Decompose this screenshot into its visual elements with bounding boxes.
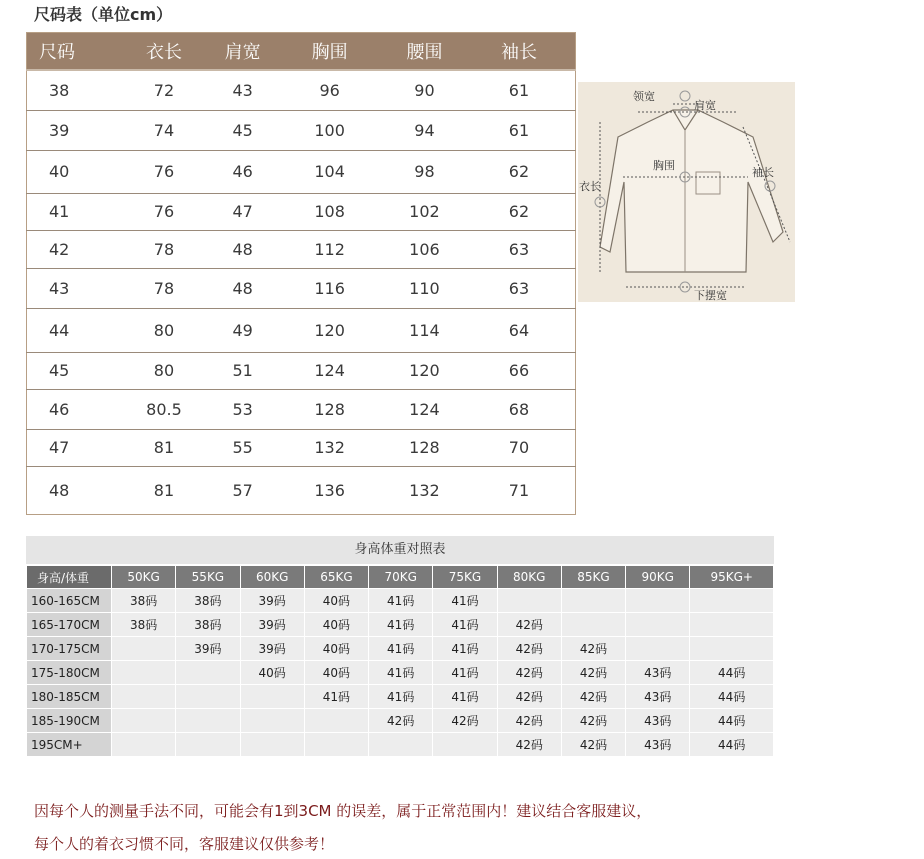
size-recommendation-cell: 38码 [176,613,240,637]
weight-column-header: 65KG [304,566,368,589]
height-weight-row [27,613,774,637]
size-chart-row [27,268,576,308]
size-recommendation-cell [112,733,176,757]
height-weight-row [27,685,774,709]
size-chart-cell: 64 [463,308,576,352]
size-recommendation-cell: 41码 [369,613,433,637]
size-chart-cell: 45 [27,352,116,389]
size-chart-cell: 80.5 [116,389,212,429]
size-recommendation-cell: 42码 [561,661,625,685]
weight-column-header: 95KG+ [690,566,774,589]
size-recommendation-cell: 39码 [240,589,304,613]
size-chart-row [27,389,576,429]
size-chart-cell: 94 [386,110,463,150]
size-chart-header: 肩宽 [212,33,273,71]
diagram-label-sleeve: 袖长 [752,166,774,179]
size-recommendation-cell: 42码 [497,733,561,757]
size-chart-cell: 70 [463,429,576,466]
size-chart-cell: 45 [212,110,273,150]
size-recommendation-cell: 40码 [304,661,368,685]
size-recommendation-cell: 40码 [304,589,368,613]
size-chart-cell: 39 [27,110,116,150]
size-recommendation-cell [176,685,240,709]
size-chart-row [27,150,576,193]
size-chart-cell: 132 [409,480,440,500]
size-chart-row [27,466,576,514]
size-chart-cell: 43 [27,268,116,308]
size-chart-header: 尺码 [27,33,116,71]
size-chart-cell: 61 [463,70,576,110]
size-recommendation-cell: 44码 [690,661,774,685]
size-recommendation-cell: 39码 [240,613,304,637]
diagram-label-hem: 下摆宽 [694,289,727,302]
size-chart-cell: 78 [116,230,212,268]
size-chart-header: 腰围 [386,33,463,71]
size-chart-row [27,352,576,389]
size-recommendation-cell: 42码 [433,709,497,733]
size-chart-row [27,193,576,230]
size-chart-cell: 132 [273,429,386,466]
size-recommendation-cell: 42码 [369,709,433,733]
size-chart-cell: 46 [27,389,116,429]
size-recommendation-cell: 42码 [561,733,625,757]
size-recommendation-cell: 41码 [369,589,433,613]
size-chart-cell: 80 [116,352,212,389]
height-range-label: 165-170CM [27,613,112,637]
size-recommendation-cell: 42码 [497,661,561,685]
size-recommendation-cell [112,685,176,709]
size-chart-cell: 62 [463,150,576,193]
size-recommendation-cell [176,733,240,757]
size-chart-cell: 120 [273,308,386,352]
size-recommendation-cell: 42码 [497,637,561,661]
size-chart-cell: 81 [153,480,175,500]
height-range-label: 170-175CM [27,637,112,661]
size-chart-row [27,429,576,466]
weight-column-header: 55KG [176,566,240,589]
size-recommendation-cell: 41码 [433,613,497,637]
weight-column-header: 80KG [497,566,561,589]
size-chart-cell: 76 [116,150,212,193]
size-chart-cell: 112 [273,230,386,268]
size-chart-header: 衣长 [116,33,212,71]
weight-column-header: 85KG [561,566,625,589]
height-range-label: 160-165CM [27,589,112,613]
size-chart-cell: 106 [386,230,463,268]
size-chart-cell: 124 [273,352,386,389]
size-chart-cell: 43 [212,70,273,110]
size-recommendation-cell [112,637,176,661]
height-weight-table [26,565,774,757]
size-chart-cell: 40 [27,150,116,193]
size-recommendation-cell: 43码 [626,685,690,709]
size-chart-row [27,308,576,352]
size-chart-cell: 44 [27,308,116,352]
size-recommendation-cell [561,613,625,637]
size-recommendation-cell [626,613,690,637]
size-recommendation-cell [690,589,774,613]
size-recommendation-cell [304,733,368,757]
page-title: 尺码表（单位cm） [34,5,173,24]
size-chart-cell: 114 [386,308,463,352]
size-recommendation-cell [626,637,690,661]
size-chart-cell: 128 [386,429,463,466]
size-recommendation-cell: 40码 [304,637,368,661]
size-chart-cell: 63 [463,230,576,268]
size-chart-header: 袖长 [463,33,576,71]
size-recommendation-cell [690,637,774,661]
size-chart-row [27,230,576,268]
size-chart-cell: 62 [463,193,576,230]
size-recommendation-cell [112,709,176,733]
size-chart-cell: 124 [386,389,463,429]
size-recommendation-cell: 43码 [626,661,690,685]
size-chart-cell: 71 [508,480,530,500]
size-chart-cell: 53 [212,389,273,429]
shirt-illustration [578,82,795,302]
size-recommendation-cell: 39码 [240,637,304,661]
size-recommendation-cell: 40码 [240,661,304,685]
size-recommendation-cell [690,613,774,637]
size-recommendation-cell [433,733,497,757]
size-recommendation-cell: 41码 [369,661,433,685]
size-chart-cell: 48 [49,480,70,500]
height-range-label: 195CM+ [27,733,112,757]
size-recommendation-cell [176,661,240,685]
diagram-label-collar: 领宽 [633,90,655,103]
size-recommendation-cell: 41码 [369,637,433,661]
size-chart-cell: 116 [273,268,386,308]
size-recommendation-cell: 41码 [433,685,497,709]
size-chart-cell: 72 [116,70,212,110]
size-recommendation-cell: 42码 [497,613,561,637]
size-recommendation-cell: 42码 [497,685,561,709]
size-recommendation-cell [112,661,176,685]
size-recommendation-cell: 42码 [561,709,625,733]
size-recommendation-cell [240,733,304,757]
size-recommendation-cell: 41码 [433,589,497,613]
size-chart-cell: 76 [116,193,212,230]
size-chart-cell: 74 [116,110,212,150]
size-chart-cell: 66 [463,352,576,389]
size-recommendation-cell [626,589,690,613]
height-weight-header-row [27,566,774,589]
size-recommendation-cell: 41码 [433,637,497,661]
size-chart-header-row [27,33,576,71]
size-recommendation-cell: 44码 [690,709,774,733]
size-recommendation-cell [240,709,304,733]
size-chart-cell: 46 [212,150,273,193]
size-recommendation-cell [176,709,240,733]
size-chart-row [27,70,576,110]
height-weight-row [27,661,774,685]
size-recommendation-cell: 42码 [561,637,625,661]
size-chart-cell: 108 [273,193,386,230]
size-recommendation-cell: 38码 [112,589,176,613]
weight-column-header: 50KG [112,566,176,589]
weight-column-header: 60KG [240,566,304,589]
size-chart-cell: 68 [463,389,576,429]
height-weight-corner: 身高/体重 [27,566,112,589]
size-chart-cell: 102 [386,193,463,230]
size-chart-cell: 120 [386,352,463,389]
weight-column-header: 70KG [369,566,433,589]
size-chart-cell: 48 [212,268,273,308]
size-chart-header: 胸围 [273,33,386,71]
size-recommendation-cell: 42码 [561,685,625,709]
note-line: 每个人的着衣习惯不同，客服建议仅供参考！ [34,835,335,853]
size-chart-cell: 49 [212,308,273,352]
size-chart-cell: 42 [27,230,116,268]
height-range-label: 175-180CM [27,661,112,685]
size-recommendation-cell: 41码 [304,685,368,709]
height-weight-row [27,589,774,613]
size-recommendation-cell [497,589,561,613]
shirt-measurement-diagram [578,82,795,302]
diagram-label-shoulder: 肩宽 [694,99,716,112]
size-recommendation-cell: 40码 [304,613,368,637]
size-recommendation-cell: 41码 [433,661,497,685]
size-chart-cell: 51 [212,352,273,389]
size-chart-cell: 57 [232,480,253,500]
size-chart-cell: 128 [273,389,386,429]
height-weight-row [27,709,774,733]
size-chart-cell: 136 [314,480,345,500]
size-chart-cell: 98 [386,150,463,193]
height-weight-row [27,733,774,757]
size-chart-cell: 80 [116,308,212,352]
size-chart-row [27,110,576,150]
diagram-label-chest: 胸围 [653,159,675,172]
size-recommendation-cell: 43码 [626,733,690,757]
size-recommendation-cell: 38码 [112,613,176,637]
size-chart-cell: 104 [273,150,386,193]
size-chart-cell: 61 [463,110,576,150]
size-recommendation-cell: 39码 [176,637,240,661]
size-recommendation-cell [240,685,304,709]
note-line: 因每个人的测量手法不同，可能会有1到3CM 的误差，属于正常范围内！建议结合客服建议， [34,802,652,820]
size-recommendation-cell: 44码 [690,685,774,709]
size-recommendation-cell: 41码 [369,685,433,709]
size-recommendation-cell: 38码 [176,589,240,613]
size-chart-cell: 38 [27,70,116,110]
size-chart-cell: 81 [116,429,212,466]
size-recommendation-cell: 44码 [690,733,774,757]
height-weight-title: 身高体重对照表 [26,536,774,564]
size-chart-cell: 48 [212,230,273,268]
size-recommendation-cell: 43码 [626,709,690,733]
size-chart-cell: 96 [273,70,386,110]
size-chart-cell: 90 [386,70,463,110]
size-chart-cell: 47 [27,429,116,466]
weight-column-header: 90KG [626,566,690,589]
size-chart-cell: 100 [273,110,386,150]
size-chart-cell: 78 [116,268,212,308]
height-range-label: 185-190CM [27,709,112,733]
size-chart-cell: 55 [212,429,273,466]
size-chart-cell: 47 [212,193,273,230]
size-recommendation-cell [561,589,625,613]
height-range-label: 180-185CM [27,685,112,709]
diagram-label-length: 衣长 [579,180,601,193]
size-chart-cell: 63 [463,268,576,308]
size-recommendation-cell [304,709,368,733]
weight-column-header: 75KG [433,566,497,589]
size-chart-cell: 110 [386,268,463,308]
height-weight-row [27,637,774,661]
size-recommendation-cell: 42码 [497,709,561,733]
size-chart-cell: 41 [27,193,116,230]
size-recommendation-cell [369,733,433,757]
size-chart-table [26,32,576,515]
